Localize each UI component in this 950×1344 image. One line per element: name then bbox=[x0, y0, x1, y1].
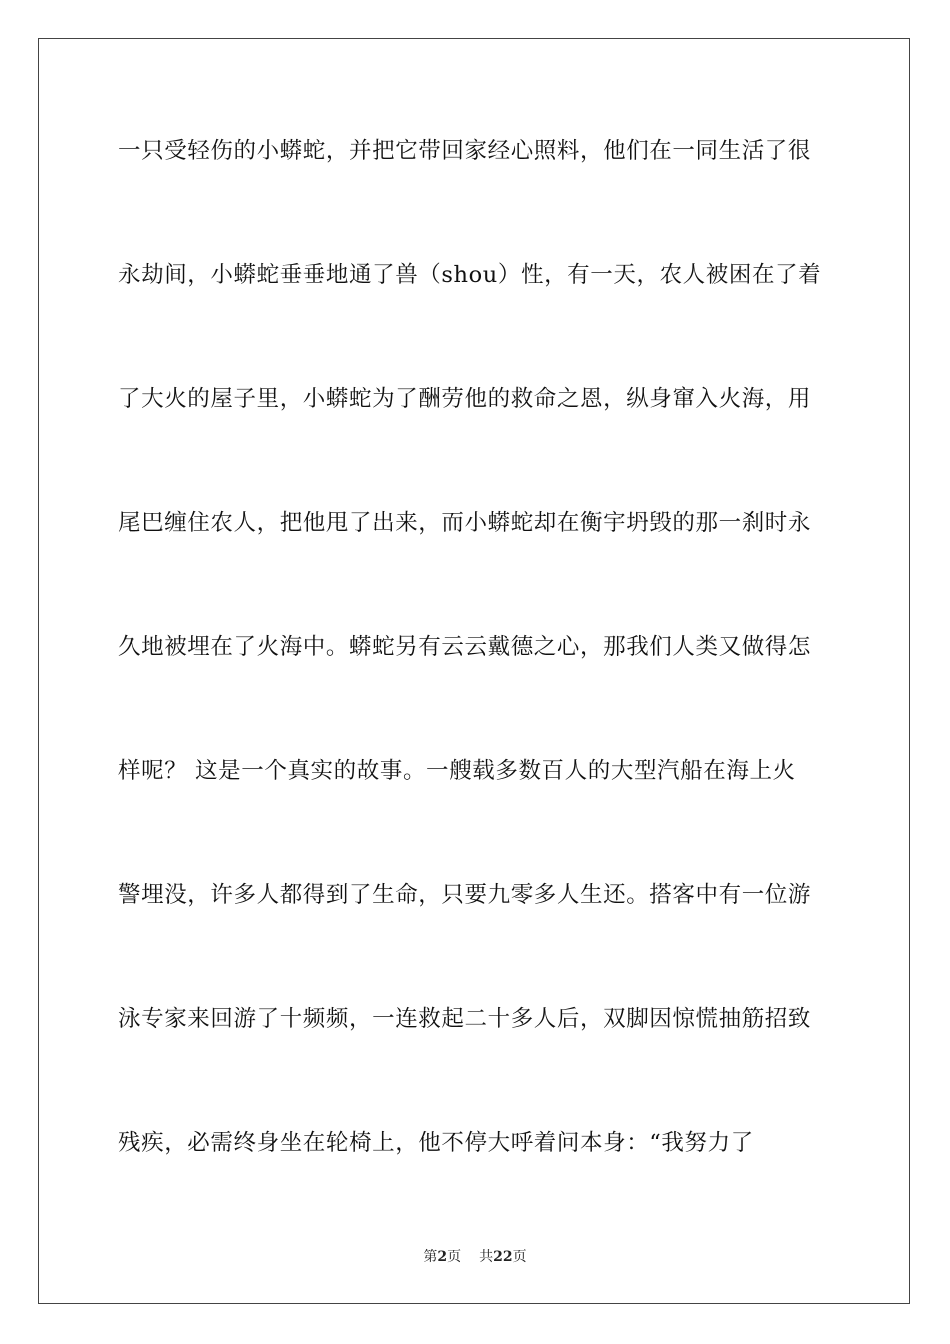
text-line: 久地被埋在了火海中。蟒蛇另有云云戴德之心，那我们人类又做得怎 bbox=[118, 634, 812, 660]
text-line: 一只受轻伤的小蟒蛇，并把它带回家经心照料，他们在一同生活了很 bbox=[118, 138, 812, 164]
page-footer bbox=[0, 1247, 950, 1267]
total-suffix: 页 bbox=[512, 1249, 527, 1265]
text-line: 残疾，必需终身坐在轮椅上，他不停大呼着问本身：“我努力了 bbox=[118, 1130, 754, 1156]
total-pages: 22 bbox=[493, 1249, 513, 1265]
page-number: 2 bbox=[437, 1249, 448, 1265]
text-line: 尾巴缠住农人，把他甩了出来，而小蟒蛇却在衡宇坍毁的那一刹时永 bbox=[118, 510, 812, 536]
text-line: 泳专家来回游了十频频，一连救起二十多人后，双脚因惊慌抽筋招致 bbox=[118, 1006, 812, 1032]
page-prefix: 第 bbox=[423, 1249, 438, 1265]
page-suffix: 页 bbox=[447, 1249, 462, 1265]
page-border bbox=[38, 38, 910, 1304]
text-line: 样呢？ 这是一个真实的故事。一艘载多数百人的大型汽船在海上火 bbox=[118, 758, 796, 784]
text-line: 永劫间，小蟒蛇垂垂地通了兽（shou）性，有一天，农人被困在了着 bbox=[118, 262, 822, 288]
text-line: 警埋没，许多人都得到了生命，只要九零多人生还。搭客中有一位游 bbox=[118, 882, 812, 908]
text-line: 了大火的屋子里，小蟒蛇为了酬劳他的救命之恩，纵身窜入火海，用 bbox=[118, 386, 812, 412]
total-prefix: 共 bbox=[479, 1249, 494, 1265]
